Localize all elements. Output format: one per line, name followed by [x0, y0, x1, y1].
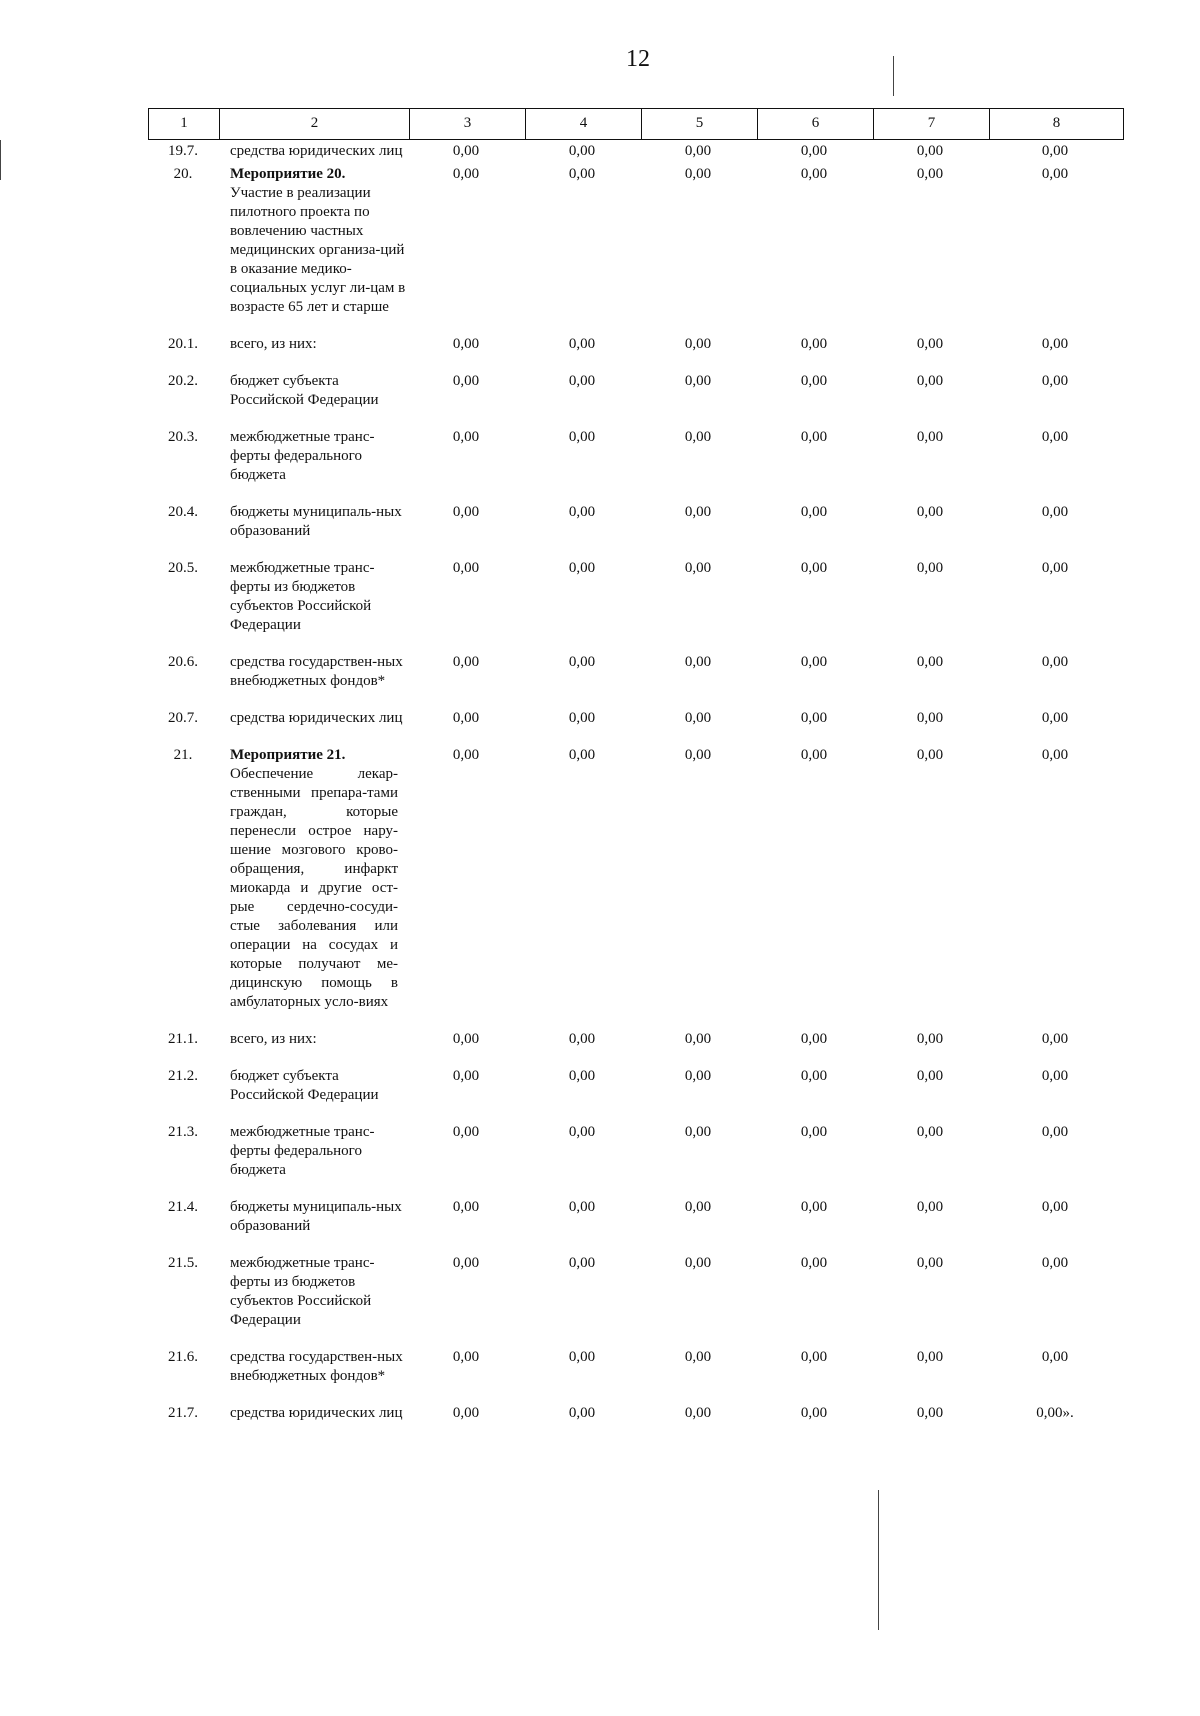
row-number: 20.7.	[168, 710, 198, 726]
table-row	[148, 1348, 1128, 1404]
value-cell: 0,00	[568, 560, 596, 576]
value-cell: 0,00	[1041, 1031, 1069, 1047]
value-cell: 0,00	[800, 1255, 828, 1271]
value-cell: 0,00	[916, 560, 944, 576]
value-cell: 0,00	[916, 1349, 944, 1365]
row-title: Мероприятие 21.	[230, 747, 346, 763]
row-text: межбюджетные транс-ферты из бюджетов субъектов Российской Федерации	[230, 1255, 375, 1328]
row-text: средства государствен-ных внебюджетных фондов*	[230, 654, 403, 689]
value-cell: 0,00	[916, 710, 944, 726]
row-number: 19.7.	[168, 143, 198, 159]
row-text: средства юридических лиц	[230, 710, 403, 726]
value-cell: 0,00	[568, 429, 596, 445]
value-cell: 0,00	[1041, 560, 1069, 576]
value-cell: 0,00	[800, 429, 828, 445]
value-cell: 0,00	[684, 1031, 712, 1047]
row-text: бюджет субъекта Российской Федерации	[230, 1068, 379, 1103]
table-row	[148, 503, 1128, 559]
header-cell: 7	[873, 109, 989, 139]
row-text: всего, из них:	[230, 336, 317, 352]
value-cell: 0,00	[452, 373, 480, 389]
row-description	[218, 559, 408, 635]
value-cell: 0,00	[452, 560, 480, 576]
value-cell: 0,00	[452, 747, 480, 763]
row-description	[218, 1404, 408, 1423]
header-cell: 5	[641, 109, 757, 139]
value-cell: 0,00	[568, 1405, 596, 1421]
row-title: Мероприятие 20.	[230, 166, 346, 182]
value-cell: 0,00	[568, 373, 596, 389]
value-cell: 0,00	[916, 1031, 944, 1047]
value-cell: 0,00	[800, 166, 828, 182]
value-cell: 0,00	[568, 747, 596, 763]
row-text: Обеспечение лекар-ственными препара-тами граждан, которые перенесли острое нару-шение мозгового крово-обращения, инфаркт миокарда и другие ост-рые сердечно-сосуди-стые заболевания или операции на сосудах и которые получают ме-дицинскую помощь в амбулаторных усло-виях	[230, 766, 398, 1010]
value-cell: 0,00	[684, 710, 712, 726]
value-cell: 0,00	[800, 1031, 828, 1047]
value-cell: 0,00	[1041, 1124, 1069, 1140]
row-number: 20.	[173, 166, 193, 182]
value-cell: 0,00	[452, 1031, 480, 1047]
value-cell: 0,00	[452, 336, 480, 352]
value-cell: 0,00	[1041, 143, 1069, 159]
value-cell: 0,00	[916, 504, 944, 520]
value-cell: 0,00	[916, 1068, 944, 1084]
value-cell: 0,00	[568, 1199, 596, 1215]
table-row	[148, 372, 1128, 428]
row-number: 20.5.	[168, 560, 198, 576]
row-text: всего, из них:	[230, 1031, 317, 1047]
row-number: 21.2.	[168, 1068, 198, 1084]
row-number: 21.1.	[168, 1031, 198, 1047]
row-description	[218, 335, 408, 354]
value-cell: 0,00	[452, 429, 480, 445]
value-cell: 0,00	[916, 1124, 944, 1140]
value-cell: 0,00	[800, 373, 828, 389]
value-cell: 0,00	[684, 504, 712, 520]
table-row	[148, 165, 1128, 335]
value-cell: 0,00	[800, 1124, 828, 1140]
table-row	[148, 746, 1128, 1030]
value-cell: 0,00	[452, 654, 480, 670]
value-cell: 0,00	[684, 1255, 712, 1271]
value-cell: 0,00	[1041, 166, 1069, 182]
row-number: 20.4.	[168, 504, 198, 520]
value-cell: 0,00	[452, 1349, 480, 1365]
table-row	[148, 1404, 1128, 1441]
row-number: 21.3.	[168, 1124, 198, 1140]
row-description	[218, 1348, 408, 1386]
row-description	[218, 372, 408, 410]
value-cell: 0,00	[568, 1255, 596, 1271]
row-text: средства юридических лиц	[230, 1405, 403, 1421]
header-cell: 3	[409, 109, 525, 139]
value-cell: 0,00	[1041, 1199, 1069, 1215]
row-description	[218, 503, 408, 541]
value-cell: 0,00	[800, 1199, 828, 1215]
table-row	[148, 559, 1128, 653]
value-cell: 0,00	[452, 1255, 480, 1271]
value-cell: 0,00	[568, 166, 596, 182]
value-cell: 0,00	[916, 166, 944, 182]
value-cell: 0,00	[684, 747, 712, 763]
value-cell: 0,00	[916, 1405, 944, 1421]
value-cell: 0,00	[916, 1199, 944, 1215]
value-cell: 0,00	[684, 166, 712, 182]
value-cell: 0,00	[800, 747, 828, 763]
header-cell: 6	[757, 109, 873, 139]
value-cell: 0,00	[684, 373, 712, 389]
value-cell: 0,00	[568, 1349, 596, 1365]
row-text: бюджеты муниципаль-ных образований	[230, 504, 402, 539]
value-cell: 0,00	[800, 654, 828, 670]
header-cell: 4	[525, 109, 641, 139]
value-cell: 0,00	[800, 1405, 828, 1421]
value-cell: 0,00	[568, 710, 596, 726]
value-cell: 0,00	[1041, 747, 1069, 763]
row-text: Участие в реализации пилотного проекта по вовлечению частных медицинских организа-ций в оказание медико-социальных услуг ли-цам в возрасте 65 лет и старше	[230, 185, 406, 315]
value-cell: 0,00	[916, 143, 944, 159]
value-cell: 0,00	[684, 1124, 712, 1140]
value-cell: 0,00	[1041, 710, 1069, 726]
row-text: межбюджетные транс-ферты федерального бюджета	[230, 429, 375, 483]
value-cell: 0,00	[916, 747, 944, 763]
table-body	[148, 142, 1128, 1441]
value-cell: 0,00	[684, 560, 712, 576]
row-number: 21.6.	[168, 1349, 198, 1365]
row-text: бюджеты муниципаль-ных образований	[230, 1199, 402, 1234]
table-row	[148, 142, 1128, 165]
value-cell: 0,00	[1041, 336, 1069, 352]
row-number: 21.4.	[168, 1199, 198, 1215]
row-description	[218, 1254, 408, 1330]
page-number: 12	[626, 46, 650, 72]
row-description	[218, 1030, 408, 1049]
table-row	[148, 653, 1128, 709]
value-cell: 0,00	[452, 1124, 480, 1140]
value-cell: 0,00	[568, 143, 596, 159]
header-cell: 1	[180, 115, 188, 131]
table-row	[148, 1254, 1128, 1348]
table-row	[148, 1030, 1128, 1067]
row-description	[218, 165, 408, 317]
value-cell: 0,00	[452, 1068, 480, 1084]
value-cell: 0,00	[568, 504, 596, 520]
value-cell: 0,00	[916, 429, 944, 445]
value-cell: 0,00	[800, 1349, 828, 1365]
header-cell: 2	[219, 109, 409, 139]
table-row	[148, 709, 1128, 746]
value-cell: 0,00	[916, 1255, 944, 1271]
value-cell: 0,00	[452, 504, 480, 520]
table-row	[148, 1067, 1128, 1123]
scan-mark	[893, 56, 894, 96]
row-number: 20.2.	[168, 373, 198, 389]
row-number: 20.6.	[168, 654, 198, 670]
value-cell: 0,00	[684, 1405, 712, 1421]
value-cell: 0,00	[684, 1068, 712, 1084]
row-description	[218, 746, 408, 1012]
row-description	[218, 709, 408, 728]
value-cell: 0,00	[800, 143, 828, 159]
value-cell: 0,00	[1041, 429, 1069, 445]
value-cell: 0,00	[800, 560, 828, 576]
value-cell: 0,00	[684, 1199, 712, 1215]
value-cell: 0,00	[916, 336, 944, 352]
value-cell: 0,00	[568, 1031, 596, 1047]
table-header	[148, 108, 1124, 140]
value-cell: 0,00	[1041, 654, 1069, 670]
value-cell: 0,00	[568, 1124, 596, 1140]
value-cell: 0,00	[1041, 1255, 1069, 1271]
value-cell: 0,00	[1041, 373, 1069, 389]
row-number: 21.	[173, 747, 193, 763]
row-description	[218, 1067, 408, 1105]
row-number: 20.1.	[168, 336, 198, 352]
table-row	[148, 1123, 1128, 1198]
row-description	[218, 653, 408, 691]
scan-mark	[878, 1490, 879, 1630]
row-description	[218, 1123, 408, 1180]
value-cell: 0,00	[684, 143, 712, 159]
value-cell: 0,00	[800, 710, 828, 726]
row-text: бюджет субъекта Российской Федерации	[230, 373, 379, 408]
value-cell: 0,00	[684, 336, 712, 352]
row-number: 21.7.	[168, 1405, 198, 1421]
value-cell: 0,00	[568, 336, 596, 352]
row-text: межбюджетные транс-ферты из бюджетов субъектов Российской Федерации	[230, 560, 375, 633]
row-description	[218, 142, 408, 161]
row-number: 20.3.	[168, 429, 198, 445]
value-cell: 0,00	[1041, 1349, 1069, 1365]
value-cell: 0,00	[800, 336, 828, 352]
value-cell: 0,00	[1041, 504, 1069, 520]
row-description	[218, 428, 408, 485]
value-cell: 0,00	[800, 504, 828, 520]
value-cell: 0,00	[452, 1199, 480, 1215]
value-cell: 0,00	[916, 654, 944, 670]
value-cell: 0,00	[452, 143, 480, 159]
value-cell: 0,00».	[1036, 1405, 1074, 1421]
row-text: межбюджетные транс-ферты федерального бюджета	[230, 1124, 375, 1178]
table-row	[148, 428, 1128, 503]
value-cell: 0,00	[800, 1068, 828, 1084]
value-cell: 0,00	[916, 373, 944, 389]
row-number: 21.5.	[168, 1255, 198, 1271]
value-cell: 0,00	[684, 1349, 712, 1365]
scan-mark	[0, 140, 1, 180]
value-cell: 0,00	[1041, 1068, 1069, 1084]
row-text: средства юридических лиц	[230, 143, 403, 159]
row-text: средства государствен-ных внебюджетных фондов*	[230, 1349, 403, 1384]
value-cell: 0,00	[452, 166, 480, 182]
value-cell: 0,00	[568, 654, 596, 670]
value-cell: 0,00	[684, 654, 712, 670]
table-row	[148, 335, 1128, 372]
header-cell: 8	[989, 109, 1123, 139]
table-row	[148, 1198, 1128, 1254]
value-cell: 0,00	[684, 429, 712, 445]
value-cell: 0,00	[568, 1068, 596, 1084]
row-description	[218, 1198, 408, 1236]
value-cell: 0,00	[452, 710, 480, 726]
value-cell: 0,00	[452, 1405, 480, 1421]
